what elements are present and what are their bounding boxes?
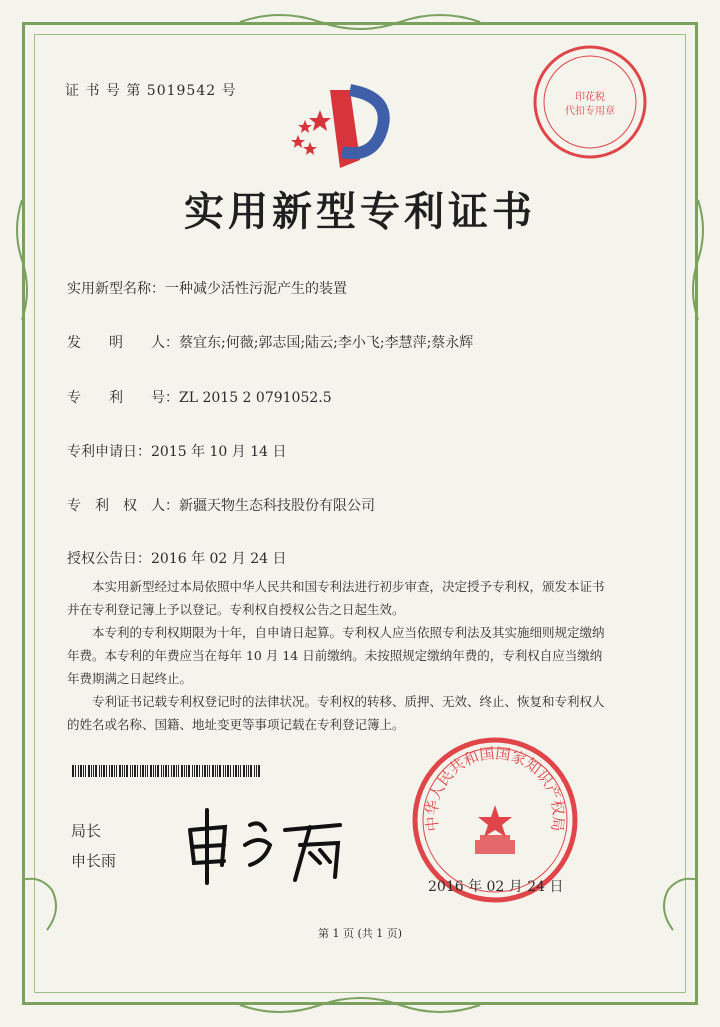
barcode-bar bbox=[238, 765, 239, 777]
barcode-bar bbox=[202, 765, 203, 777]
seal-date: 2016 年 02 月 24 日 bbox=[428, 879, 564, 895]
corner-leaf-icon bbox=[22, 879, 56, 930]
barcode-bar bbox=[88, 765, 90, 777]
barcode-bar bbox=[161, 765, 162, 777]
bottom-ornament-icon bbox=[240, 998, 480, 1012]
director-name: 申长雨 bbox=[71, 852, 117, 870]
barcode-bar bbox=[101, 765, 102, 777]
barcode-bar bbox=[246, 765, 247, 777]
field-value: 蔡宜东;何薇;郭志国;陆云;李小飞;李慧萍;蔡永辉 bbox=[179, 335, 474, 351]
barcode-bar bbox=[196, 765, 198, 777]
barcode-bar bbox=[188, 765, 190, 777]
field-value: 2015 年 10 月 14 日 bbox=[151, 444, 287, 460]
utility-model-name-row bbox=[67, 278, 347, 298]
svg-text:代扣专用章: 代扣专用章 bbox=[565, 106, 615, 117]
barcode-bar bbox=[243, 765, 245, 777]
barcode-bar bbox=[140, 765, 141, 777]
body-paragraph: 本实用新型经过本局依照中华人民共和国专利法进行初步审查，决定授予专利权，颁发本证书并在专利登记簿上予以登记。专利权自授权公告之日起生效。 bbox=[67, 579, 605, 617]
director-signature bbox=[180, 805, 350, 885]
seal-text: 中华人民共和国国家知识产权局 bbox=[422, 744, 568, 833]
barcode-bar bbox=[223, 765, 224, 777]
barcode-bar bbox=[114, 765, 115, 777]
barcode-bar bbox=[72, 765, 74, 777]
grant-date-row bbox=[67, 548, 287, 568]
field-label: 专 利 权 人： bbox=[67, 498, 179, 514]
field-label: 授权公告日： bbox=[67, 551, 151, 567]
barcode-bar bbox=[230, 765, 231, 777]
barcode-bar bbox=[248, 765, 249, 777]
field-value: 2016 年 02 月 24 日 bbox=[151, 551, 287, 567]
barcode-bar bbox=[137, 765, 138, 777]
barcode-bar bbox=[219, 765, 221, 777]
barcode-bar bbox=[99, 765, 100, 777]
barcode-bar bbox=[227, 765, 229, 777]
certificate-body bbox=[67, 575, 607, 736]
patent-number-row bbox=[67, 387, 332, 407]
barcode-bar bbox=[235, 765, 237, 777]
barcode bbox=[72, 765, 262, 777]
barcode-bar bbox=[165, 765, 167, 777]
barcode-bar bbox=[207, 765, 208, 777]
barcode-bar bbox=[194, 765, 195, 777]
barcode-bar bbox=[80, 765, 82, 777]
barcode-bar bbox=[171, 765, 172, 777]
application-date-row bbox=[67, 441, 287, 461]
barcode-bar bbox=[168, 765, 169, 777]
barcode-bar bbox=[132, 765, 133, 777]
barcode-bar bbox=[217, 765, 218, 777]
barcode-bar bbox=[204, 765, 206, 777]
corner-leaf-icon bbox=[664, 879, 698, 930]
barcode-bar bbox=[106, 765, 107, 777]
barcode-bar bbox=[215, 765, 216, 777]
barcode-bar bbox=[184, 765, 185, 777]
field-value: 新疆天物生态科技股份有限公司 bbox=[179, 498, 375, 514]
field-value: ZL 2015 2 0791052.5 bbox=[179, 390, 332, 406]
field-label: 发 明 人： bbox=[67, 335, 179, 351]
barcode-bar bbox=[233, 765, 234, 777]
director-title: 局长 bbox=[71, 822, 102, 840]
top-ornament-icon bbox=[240, 15, 480, 29]
barcode-bar bbox=[111, 765, 113, 777]
inventor-row bbox=[67, 332, 473, 352]
barcode-bar bbox=[119, 765, 121, 777]
barcode-bar bbox=[258, 765, 260, 777]
barcode-bar bbox=[225, 765, 226, 777]
barcode-bar bbox=[116, 765, 117, 777]
barcode-bar bbox=[75, 765, 76, 777]
barcode-bar bbox=[209, 765, 210, 777]
barcode-bar bbox=[78, 765, 79, 777]
barcode-bar bbox=[254, 765, 255, 777]
barcode-bar bbox=[147, 765, 148, 777]
barcode-bar bbox=[85, 765, 86, 777]
field-value: 一种减少活性污泥产生的装置 bbox=[165, 281, 347, 297]
barcode-bar bbox=[173, 765, 175, 777]
barcode-bar bbox=[134, 765, 136, 777]
page-title: 实用新型专利证书 bbox=[184, 188, 536, 235]
barcode-bar bbox=[178, 765, 179, 777]
barcode-bar bbox=[83, 765, 84, 777]
tax-stamp-seal bbox=[530, 42, 650, 162]
body-paragraph: 专利证书记载专利权登记时的法律状况。专利权的转移、质押、无效、终止、恢复和专利权人的姓名或名称、国籍、地址变更等事项记载在专利登记簿上。 bbox=[67, 694, 605, 732]
barcode-bar bbox=[122, 765, 123, 777]
barcode-bar bbox=[181, 765, 183, 777]
body-paragraph: 本专利的专利权期限为十年，自申请日起算。专利权人应当依照专利法及其实施细则规定缴纳年费。本专利的年费应当在每年 10 月 14 日前缴纳。未按照规定缴纳年费的，专利权自应当缴纳年费期满之日起终止。 bbox=[67, 625, 605, 686]
svg-text:印花税: 印花税 bbox=[575, 92, 605, 103]
barcode-bar bbox=[212, 765, 214, 777]
barcode-bar bbox=[186, 765, 187, 777]
barcode-bar bbox=[176, 765, 177, 777]
barcode-bar bbox=[124, 765, 125, 777]
barcode-bar bbox=[199, 765, 200, 777]
barcode-bar bbox=[93, 765, 94, 777]
field-label: 实用新型名称： bbox=[67, 281, 165, 297]
barcode-bar bbox=[155, 765, 156, 777]
certificate-number: 证 书 号 第 5019542 号 bbox=[65, 83, 237, 99]
barcode-bar bbox=[153, 765, 154, 777]
barcode-bar bbox=[145, 765, 146, 777]
barcode-bar bbox=[126, 765, 128, 777]
barcode-bar bbox=[130, 765, 131, 777]
barcode-bar bbox=[256, 765, 257, 777]
barcode-bar bbox=[192, 765, 193, 777]
barcode-bar bbox=[103, 765, 105, 777]
barcode-bar bbox=[150, 765, 152, 777]
cnipa-logo-icon bbox=[280, 80, 400, 175]
field-label: 专利申请日： bbox=[67, 444, 151, 460]
barcode-bar bbox=[109, 765, 110, 777]
page-number: 第 1 页 (共 1 页) bbox=[317, 927, 403, 940]
barcode-bar bbox=[142, 765, 144, 777]
barcode-bar bbox=[250, 765, 252, 777]
barcode-bar bbox=[157, 765, 159, 777]
field-label: 专 利 号： bbox=[67, 390, 179, 406]
barcode-bar bbox=[240, 765, 241, 777]
patentee-row bbox=[67, 495, 375, 515]
barcode-bar bbox=[163, 765, 164, 777]
barcode-bar bbox=[91, 765, 92, 777]
barcode-bar bbox=[95, 765, 97, 777]
